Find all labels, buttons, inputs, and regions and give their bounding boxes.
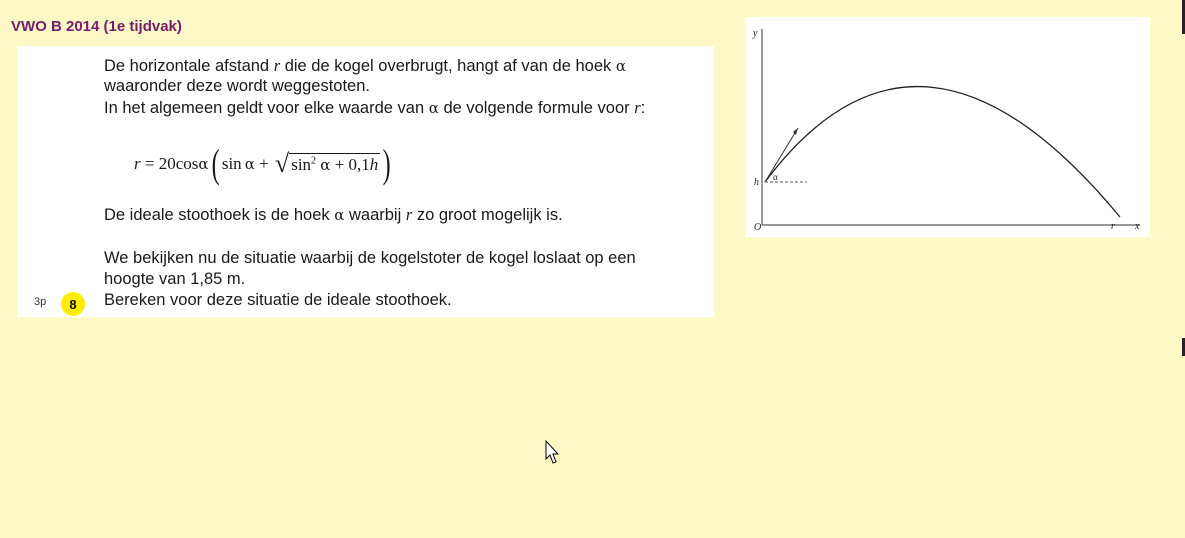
angle-label: α [773, 172, 778, 182]
range-formula [134, 141, 394, 186]
symbol-alpha: α [615, 57, 627, 75]
formula-eq: = 20cos [140, 154, 199, 173]
text-fragment: zo groot mogelijk is. [412, 206, 563, 224]
variable-r: r [634, 98, 641, 117]
question-line-6: hoogte van 1,85 m. [104, 270, 246, 288]
formula-exponent: 2 [311, 155, 317, 167]
sqrt-icon: √ [274, 149, 290, 178]
question-line-4 [104, 205, 563, 225]
sqrt-radicand [289, 153, 380, 175]
text-fragment: die de kogel overbrugt, hangt af van de hoek [280, 57, 616, 75]
trajectory-figure [745, 17, 1150, 237]
page-title: VWO B 2014 (1e tijdvak) [11, 18, 182, 35]
y-axis-label: y [753, 28, 758, 39]
question-line-5: We bekijken nu de situatie waarbij de kogelstoter de kogel loslaat op een [104, 249, 636, 267]
text-fragment: de volgende formule voor [438, 99, 635, 117]
text-fragment: In het algemeen geldt voor elke waarde van [104, 99, 429, 117]
points-label: 3p [34, 296, 47, 308]
question-line-7: Bereken voor deze situatie de ideale stoothoek. [104, 291, 452, 309]
text-fragment: : [640, 99, 646, 117]
height-label: h [754, 177, 759, 188]
origin-label: O [754, 222, 762, 233]
variable-r: r [405, 205, 413, 224]
arrow-head-icon [793, 128, 798, 135]
mouse-pointer-icon [545, 440, 559, 471]
x-axis-label: x [1135, 221, 1140, 232]
variable-h: h [369, 155, 379, 174]
range-label: r [1111, 221, 1115, 232]
symbol-alpha: α [320, 156, 331, 174]
formula-tail: + 0,1 [330, 155, 370, 174]
symbol-alpha: α [428, 99, 439, 117]
right-paren: ) [382, 141, 391, 186]
question-line-2: waaronder deze wordt weggestoten. [104, 77, 370, 95]
launch-direction-line [765, 128, 798, 182]
text-fragment: De ideale stoothoek is de hoek [104, 206, 335, 224]
symbol-alpha: α [244, 155, 255, 173]
formula-lhs: r [134, 154, 141, 173]
left-paren: ( [211, 141, 220, 186]
trajectory-diagram [745, 17, 1150, 237]
formula-sin: sin [291, 155, 312, 174]
question-number-badge: 8 [61, 292, 85, 316]
trajectory-curve [765, 87, 1120, 217]
text-fragment: De horizontale afstand [104, 57, 274, 75]
question-line-3 [104, 98, 645, 118]
symbol-alpha: α [198, 155, 209, 173]
symbol-alpha: α [334, 206, 345, 224]
variable-r: r [273, 56, 281, 75]
formula-plus: + [254, 154, 273, 173]
text-fragment: waarbij [344, 206, 406, 224]
question-panel [17, 46, 714, 317]
formula-sin: sin [221, 154, 242, 173]
question-line-1 [104, 56, 626, 76]
